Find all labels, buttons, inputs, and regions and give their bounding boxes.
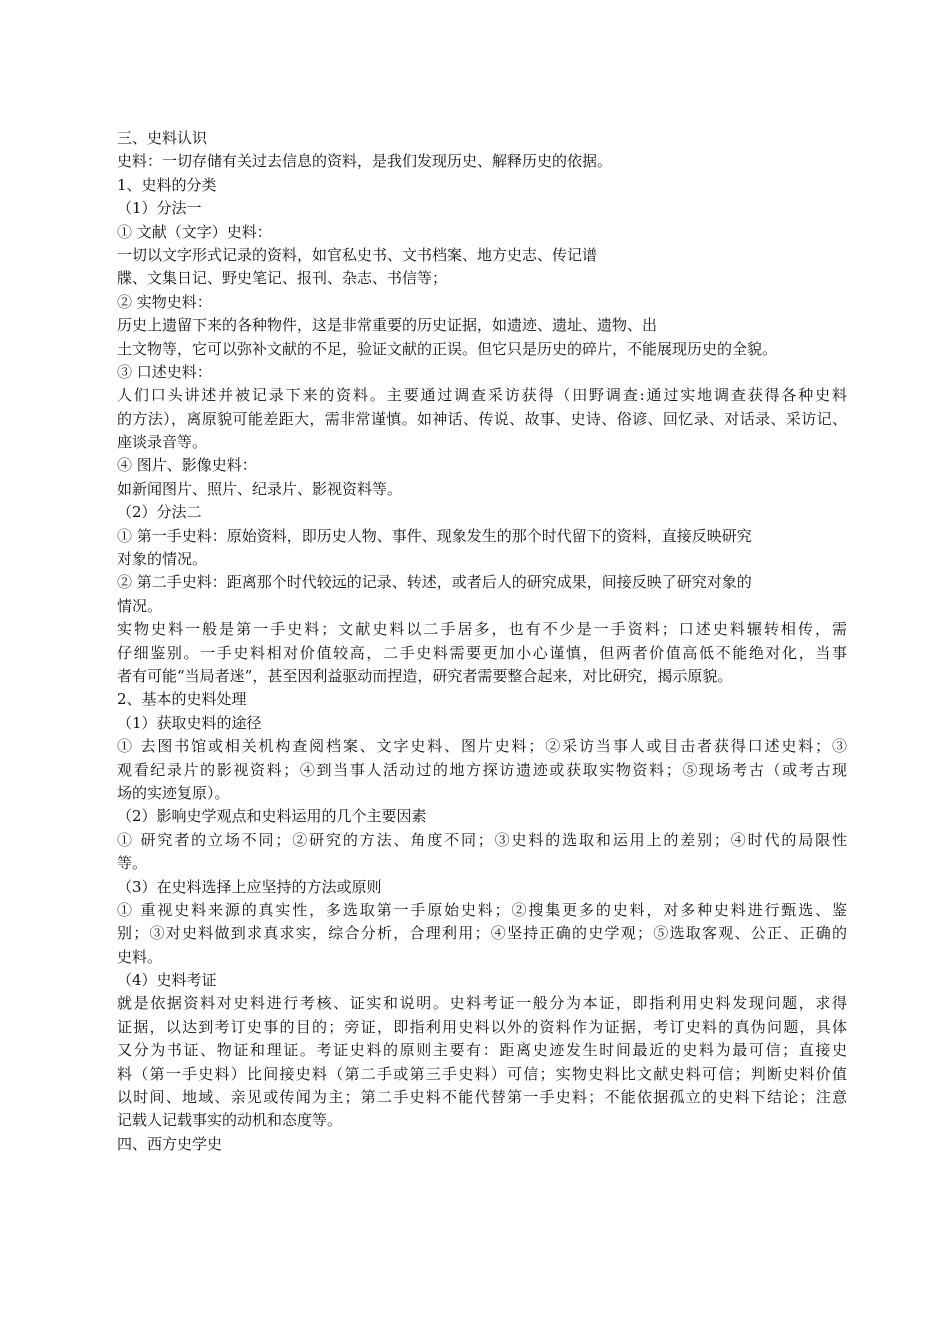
subheading: （2）影响史学观点和史料运用的几个主要因素 — [117, 807, 427, 826]
subheading: （1）获取史料的途径 — [117, 713, 262, 732]
list-item: ④ 图片、影像史料： — [117, 456, 257, 475]
text-line: 土文物等，它可以弥补文献的不足，验证文献的正误。但它只是历史的碎片，不能展现历史的全貌。 — [117, 339, 778, 358]
text-line: 场的实迹复原）。 — [117, 783, 230, 802]
subheading: （1）分法一 — [117, 199, 202, 218]
text-line: ① 重视史料来源的真实性，多选取第一手原始史料；②搜集更多的史料，对多种史料进行甄选、鉴 — [117, 900, 847, 919]
text-line: 人们口头讲述并被记录下来的资料。主要通过调查采访获得（田野调查:通过实地调查获得各种史料 — [117, 386, 847, 405]
list-item: ① 第一手史料：原始资料，即历史人物、事件、现象发生的那个时代留下的资料，直接反映研究 — [117, 526, 752, 545]
section-heading: 三、史料认识 — [117, 129, 208, 147]
text-line: 对象的情况。 — [117, 550, 208, 569]
text-line: 证据，以达到考订史事的目的；旁证，即指利用史料以外的资料作为证据，考订史料的真伪问题，具体 — [117, 1017, 847, 1036]
text-line: 如新闻图片、照片、纪录片、影视资料等。 — [117, 479, 403, 498]
text-line: 就是依据资料对史料进行考核、证实和说明。史料考证一般分为本证，即指利用史料发现问题，求得 — [117, 994, 847, 1013]
text-line: 仔细鉴别。一手史料相对价值较高，二手史料需要更加小心谨慎，但两者价值高低不能绝对化，当事 — [117, 643, 847, 662]
text-line: ① 去图书馆或相关机构查阅档案、文字史料、图片史料；②采访当事人或目击者获得口述史料；③ — [117, 737, 847, 756]
text-line: 一切以文字形式记录的资料，如官私史书、文书档案、地方史志、传记谱 — [117, 245, 598, 264]
subsection-heading: 2、基本的史料处理 — [117, 690, 247, 709]
text-line: 史料：一切存储有关过去信息的资料，是我们发现历史、解释历史的依据。 — [117, 152, 613, 171]
text-line: ① 研究者的立场不同；②研究的方法、角度不同；③史料的选取和运用上的差别；④时代的局限性 — [117, 830, 847, 849]
text-line: 以时间、地域、亲见或传闻为主；第二手史料不能代替第一手史料；不能依据孤立的史料下结论；注意 — [117, 1088, 847, 1107]
subsection-heading: 1、史料的分类 — [117, 175, 217, 194]
subheading: （4）史料考证 — [117, 971, 217, 990]
list-item: ③ 口述史料： — [117, 362, 212, 381]
section-heading: 四、西方史学史 — [117, 1134, 223, 1153]
text-line: 实物史料一般是第一手史料；文献史料以二手居多，也有不少是一手资料；口述史料辗转相传，需 — [117, 620, 847, 639]
text-line: 座谈录音等。 — [117, 433, 208, 452]
list-item: ① 文献（文字）史料： — [117, 222, 272, 241]
text-line: 的方法），离原貌可能差距大，需非常谨慎。如神话、传说、故事、史诗、俗谚、回忆录、对话录、采访记、 — [117, 409, 847, 428]
text-line: 别；③对史料做到求真求实，综合分析，合理利用；④坚持正确的史学观；⑤选取客观、公正、正确的 — [117, 924, 847, 943]
text-line: 等。 — [117, 854, 148, 873]
text-line: 牒、文集日记、野史笔记、报刊、杂志、书信等； — [117, 269, 448, 288]
document-body — [117, 127, 847, 1156]
text-line: 记载人记载事实的动机和态度等。 — [117, 1111, 343, 1130]
text-line: 料（第一手史料）比间接史料（第二手或第三手史料）可信；实物史料比文献史料可信；判断史料价值 — [117, 1064, 847, 1083]
list-item: ② 实物史料： — [117, 292, 212, 311]
subheading: （3）在史料选择上应坚持的方法或原则 — [117, 877, 382, 896]
text-line: 历史上遗留下来的各种物件，这是非常重要的历史证据，如遗迹、遗址、遗物、出 — [117, 316, 658, 335]
text-line: 情况。 — [117, 596, 163, 615]
text-line: 史料。 — [117, 947, 163, 966]
text-line: 又分为书证、物证和理证。考证史料的原则主要有：距离史迹发生时间最近的史料为最可信；直接史 — [117, 1041, 847, 1060]
subheading: （2）分法二 — [117, 503, 202, 522]
text-line: 者有可能“当局者迷”，甚至因利益驱动而捏造，研究者需要整合起来，对比研究，揭示原貌。 — [117, 666, 733, 685]
text-line: 观看纪录片的影视资料；④到当事人活动过的地方探访遗迹或获取实物资料；⑤现场考古（或考古现 — [117, 760, 847, 779]
list-item: ② 第二手史料：距离那个时代较远的记录、转述，或者后人的研究成果，间接反映了研究对象的 — [117, 573, 752, 592]
